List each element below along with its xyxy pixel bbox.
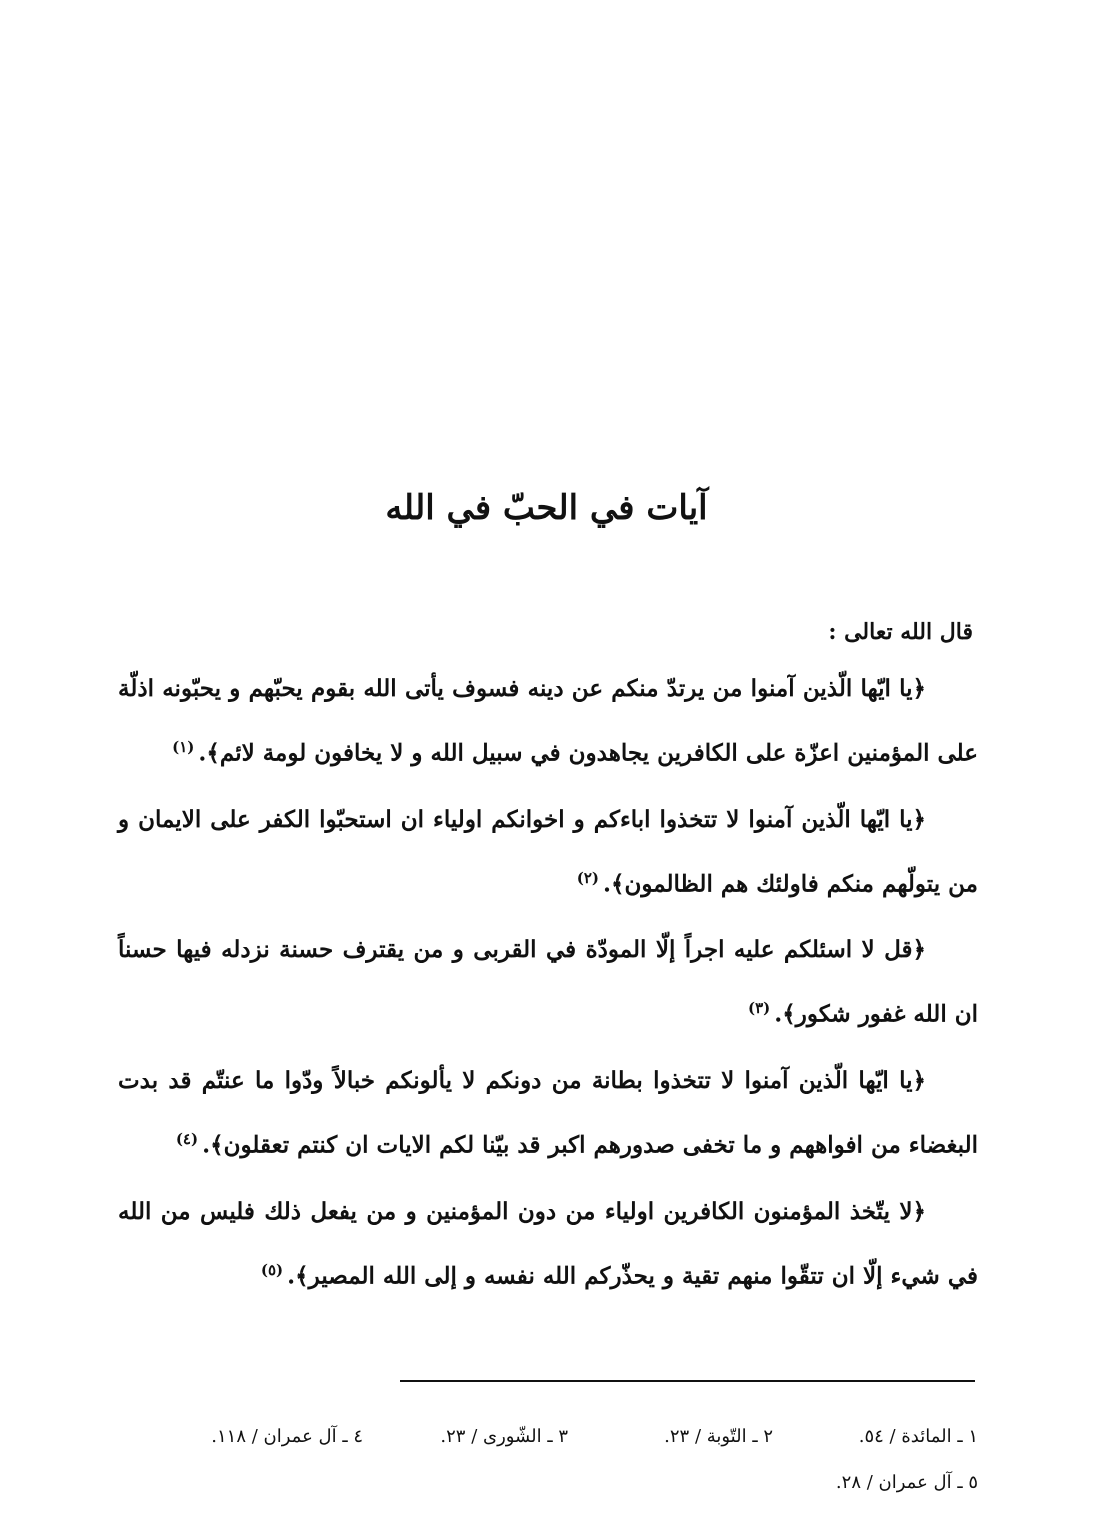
footnote-marker: (١) [172, 738, 195, 756]
verse-text: ﴿يا ايّها الّذين آمنوا لا تتخذوا اباءكم و اخوانكم اولياء ان استحبّوا الكفر على الايمان و من يتولّهم منكم فاولئك هم الظالمون﴾. [118, 805, 978, 898]
verse-paragraph [118, 921, 978, 1044]
verses-body [118, 660, 978, 1305]
footnote-marker: (٢) [576, 868, 599, 887]
footnote: ١ ـ المائدة / ٥٤. [858, 1426, 978, 1447]
verse-text: ﴿يا ايّها الّذين آمنوا من يرتدّ منكم عن دينه فسوف يأتى الله بقوم يحبّهم و يحبّونه اذلّة على المؤمنين اعزّة على الكافرين يجاهدون في سبيل الله و لا يخافون لومة لائم﴾. [118, 675, 978, 767]
footnote-marker: (٥) [260, 1260, 284, 1279]
footnote-divider [400, 1380, 975, 1382]
footnote-marker: (٤) [175, 1129, 199, 1148]
footnote: ٢ ـ التّوبة / ٢٣. [664, 1426, 773, 1447]
footnote-marker: (٣) [747, 999, 771, 1018]
verse-text: ﴿قل لا اسئلكم عليه اجراً إلّا المودّة في القربى و من يقترف حسنة نزدله فيها حسناً ان الله غفور شكور﴾. [118, 936, 978, 1028]
intro-line: قال الله تعالى : [828, 619, 973, 645]
verse-paragraph [118, 1052, 978, 1175]
footnote: ٣ ـ الشّورى / ٢٣. [440, 1426, 568, 1447]
verse-paragraph [118, 1183, 978, 1306]
verse-paragraph [118, 660, 978, 783]
footnote: ٤ ـ آل عمران / ١١٨. [211, 1426, 363, 1447]
footnote-row [118, 1460, 978, 1506]
verse-paragraph [118, 791, 978, 914]
footnote-row [118, 1414, 978, 1460]
page-title: آيات في الحبّ في الله [385, 488, 708, 528]
footnote: ٥ ـ آل عمران / ٢٨. [835, 1472, 978, 1493]
footnotes [118, 1414, 978, 1506]
verse-text: ﴿لا يتّخذ المؤمنون الكافرين اولياء من دون المؤمنين و من يفعل ذلك فليس من الله في شيء إلّا ان تتقّوا منهم تقية و يحذّركم الله نفسه و إلى الله المصير﴾. [118, 1197, 978, 1290]
verse-text: ﴿يا ايّها الّذين آمنوا لا تتخذوا بطانة من دونكم لا يألونكم خبالاً ودّوا ما عنتّم قد بدت البغضاء من افواههم و ما تخفى صدورهم اكبر قد بيّنا لكم الايات ان كنتم تعقلون﴾. [118, 1066, 978, 1159]
